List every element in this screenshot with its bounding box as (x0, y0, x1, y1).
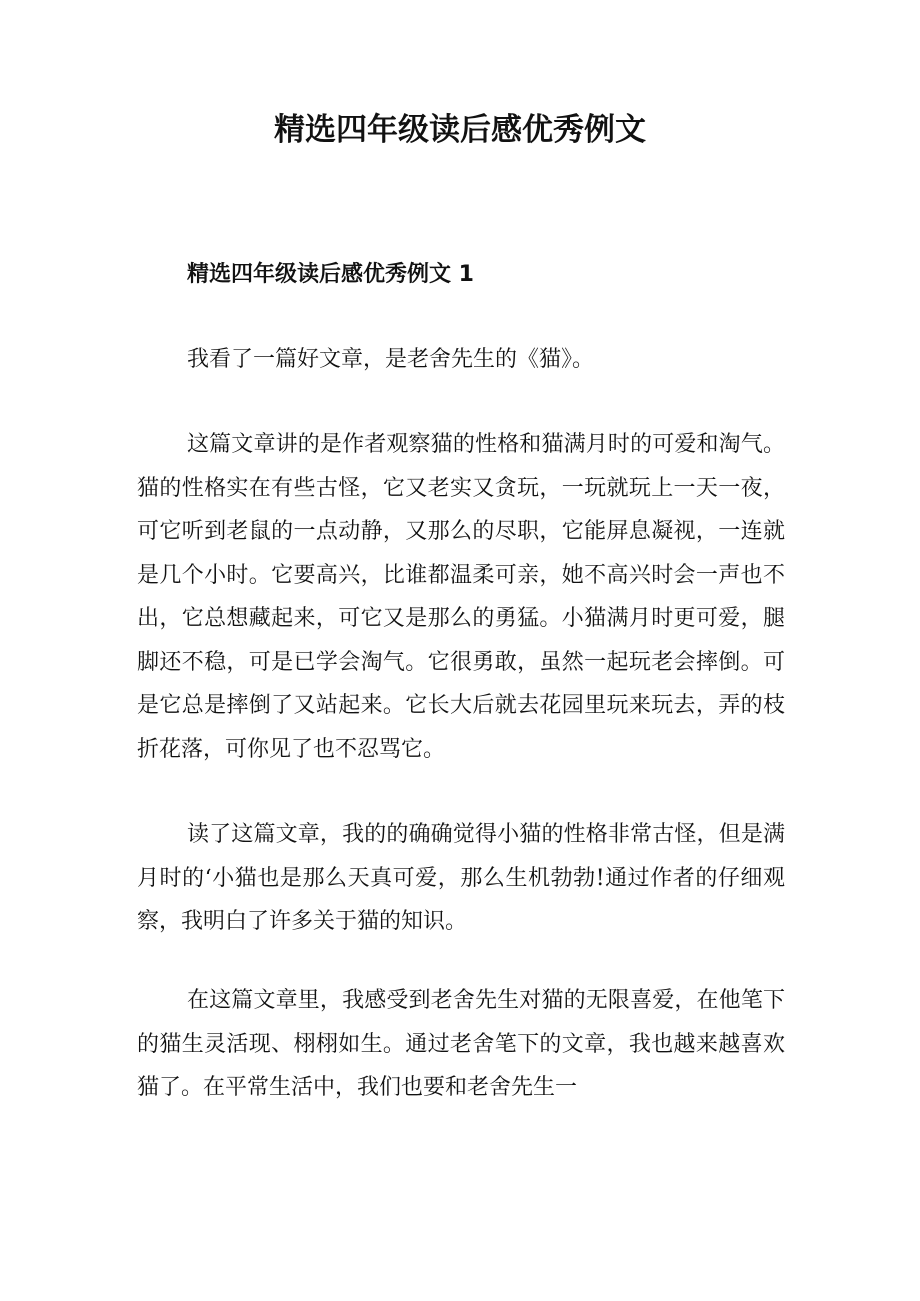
document-title: 精选四年级读后感优秀例文 (274, 112, 646, 148)
paragraph-summary: 这篇文章讲的是作者观察猫的性格和猫满月时的可爱和淘气。猫的性格实在有些古怪，它又老实又贪玩，一玩就玩上一天一夜，可它听到老鼠的一点动静，又那么的尽职，它能屏息凝视，一连就是几个小时。它要高兴，比谁都温柔可亲，她不高兴时会一声也不出，它总想藏起来，可它又是那么的勇猛。小猫满月时更可爱，腿脚还不稳，可是已学会淘气。它很勇敢，虽然一起玩老会摔倒。可是它总是摔倒了又站起来。它长大后就去花园里玩来玩去，弄的枝折花落，可你见了也不忍骂它。 (137, 432, 785, 762)
section-heading: 精选四年级读后感优秀例文 1 (187, 262, 474, 287)
paragraph-conclusion: 在这篇文章里，我感受到老舍先生对猫的无限喜爱，在他笔下的猫生灵活现、栩栩如生。通过老舍笔下的文章，我也越来越喜欢猫了。在平常生活中，我们也要和老舍先生一 (137, 988, 785, 1100)
paragraph-reflection: 读了这篇文章，我的的确确觉得小猫的性格非常古怪，但是满月时的‘小猫也是那么天真可爱，那么生机勃勃!通过作者的仔细观察，我明白了许多关于猫的知识。 (137, 822, 785, 934)
paragraph-intro: 我看了一篇好文章，是老舍先生的《猫》。 (187, 347, 595, 372)
